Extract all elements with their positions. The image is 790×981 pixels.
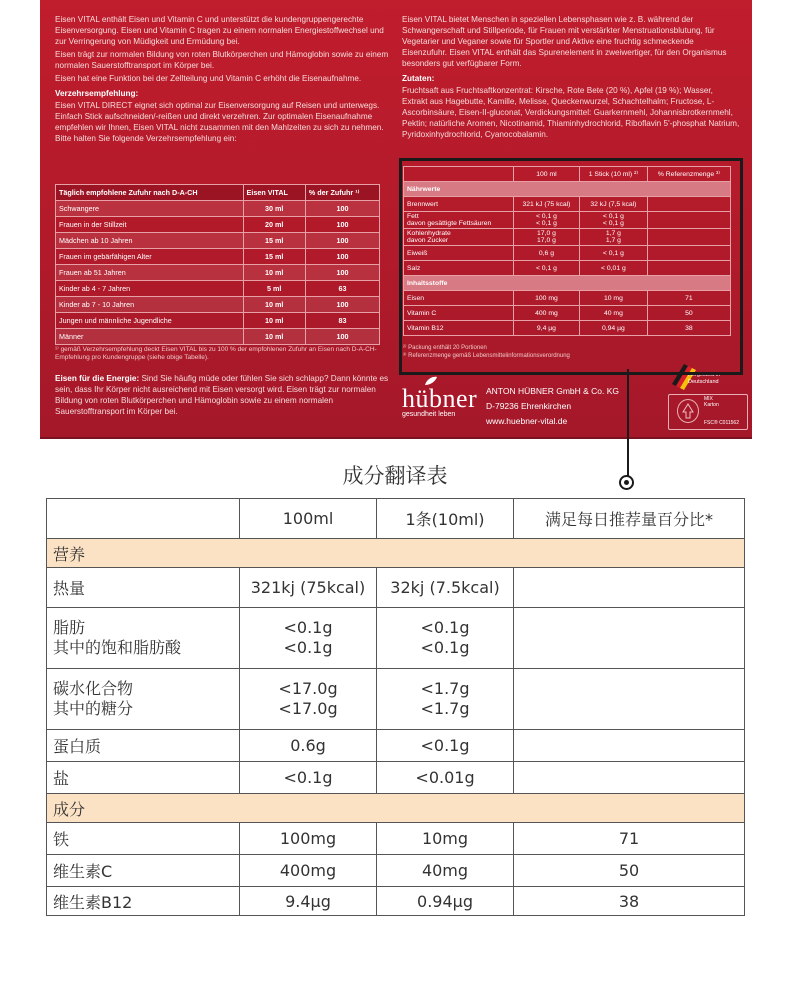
daily-percent-cell [514,669,745,730]
table-row [47,669,745,730]
table-header-cell: Eisen VITAL [243,185,305,201]
section-row [47,794,745,823]
table-header-cell: % der Zufuhr ¹⁾ [305,185,379,201]
package-reference-table [55,184,380,345]
per-100ml-cell: < 0,1 g [513,261,579,276]
group-cell: Mädchen ab 10 Jahren [56,233,244,249]
leaf-icon [424,376,438,386]
per-stick-cell: 32 kJ (7,5 kcal) [580,197,648,212]
per-100ml-cell: 0.6g [240,730,377,762]
table-header-cell: 100 ml [513,167,579,182]
package-description: Eisen VITAL bietet Menschen in speziellen Lebensphasen wie z. B. während der Schwangerschaft und Stillperiode, für Frauen mit verstärkter Menstruationsblutung, für Vegetarier und Veganer sowie für Sportler und Aktive eine fruchtig schmeckende Eisenzufuhr. Eisen VITAL enthält das Spurenelement in zweiwertiger, für den Organismus besonders gut verfügbarer Form. [402,15,727,68]
table-row [47,568,745,608]
package-left-column [55,14,395,146]
energy-paragraph [55,373,390,417]
brand-name: hübner [402,384,478,413]
section-label: Inhaltsstoffe [404,276,731,291]
percent-cell: 100 [305,201,379,217]
fsc-label: MIX Karton [704,396,719,408]
table-header-cell: % Referenzmenge ³⁾ [647,167,730,182]
package-reference-table-body [56,201,380,345]
page-title: 成分翻译表 [342,464,448,488]
package-photo [40,0,752,437]
address-line: D-79236 Ehrenkirchen [486,401,572,411]
fsc-tree-icon [677,399,699,423]
nutrition-footnote: ²⁾ Packung enthält 20 Portionen ³⁾ Referenzmenge gemäß Lebensmittelinformationsverordnung [403,345,570,359]
nutrient-name-cell: Salz [404,261,514,276]
per-stick-cell: <0.1g [377,730,514,762]
group-cell: Jungen und männliche Jugendliche [56,313,244,329]
section-row [47,539,745,568]
amount-cell: 30 ml [243,201,305,217]
table-header-cell: 100ml [240,499,377,539]
table-row [56,297,380,313]
table-row [56,313,380,329]
package-intro-text: Eisen hat eine Funktion bei der Zellteilung und Vitamin C erhöht die Eisenaufnahme. [55,74,362,83]
per-100ml-cell: <0.1g <0.1g [240,608,377,669]
per-stick-cell: <1.7g <1.7g [377,669,514,730]
table-row [56,329,380,345]
table-header-cell: 满足每日推荐量百分比* [514,499,745,539]
per-100ml-cell: 100 mg [513,291,579,306]
group-cell: Frauen im gebärfähigen Alter [56,249,244,265]
daily-percent-cell [514,608,745,669]
percent-cell: 100 [305,329,379,345]
dosage-heading: Verzehrsempfehlung: [55,89,139,98]
per-100ml-cell: 400 mg [513,306,579,321]
amount-cell: 15 ml [243,233,305,249]
per-stick-cell: 10 mg [580,291,648,306]
per-100ml-cell: 321kj (75kcal) [240,568,377,608]
per-stick-cell: <0.1g <0.1g [377,608,514,669]
table-row [47,823,745,855]
nutrient-name-cell: Vitamin C [404,306,514,321]
per-stick-cell: 0,94 µg [580,321,648,336]
table-row [56,281,380,297]
table-header-cell [47,499,240,539]
table-header-row [56,185,380,201]
table-row [56,233,380,249]
amount-cell: 10 ml [243,297,305,313]
dosage-text: Eisen VITAL DIRECT eignet sich optimal zur Eisenversorgung auf Reisen und unterwegs. Einfach Stick aufschneiden/-reißen und direkt verzehren. Zur optimalen Eisenaufnahme empfehlen wir Ihnen, Eisen VITAL nicht zusammen mit den Mahlzeiten zu sich zu nehmen. Bitte halten Sie folgende Verzehrsempfehlung ein: [55,101,384,143]
table-row [56,249,380,265]
group-cell: Frauen ab 51 Jahren [56,265,244,281]
fsc-code: FSC® C011562 [704,420,739,426]
table-row [47,855,745,887]
group-cell: Kinder ab 4 - 7 Jahren [56,281,244,297]
table-row [47,887,745,916]
per-stick-cell: 1,7 g 1,7 g [580,229,648,246]
nutrient-name-cell: Fett davon gesättigte Fettsäuren [404,212,514,229]
nutrient-name-cell: 维生素C [47,855,240,887]
table-header-cell: 1 Stick (10 ml) ²⁾ [580,167,648,182]
per-100ml-cell: 321 kJ (75 kcal) [513,197,579,212]
translation-table-body [47,539,745,916]
group-cell: Schwangere [56,201,244,217]
percent-cell: 83 [305,313,379,329]
per-stick-cell: <0.01g [377,762,514,794]
daily-percent-cell: 71 [514,823,745,855]
per-100ml-cell: 100mg [240,823,377,855]
per-100ml-cell: <0.1g [240,762,377,794]
brand-logo [402,382,477,418]
section-label: 成分 [47,794,745,823]
per-stick-cell: < 0,01 g [580,261,648,276]
per-100ml-cell: < 0,1 g < 0,1 g [513,212,579,229]
nutrient-name-cell: 碳水化合物 其中的糖分 [47,669,240,730]
per-stick-cell: 10mg [377,823,514,855]
nutrient-name-cell: 蛋白质 [47,730,240,762]
energy-heading: Eisen für die Energie: [55,374,140,383]
reference-percent-cell: 38 [647,321,730,336]
nutrient-name-cell: 热量 [47,568,240,608]
nutrient-name-cell: Eisen [404,291,514,306]
made-in-germany-text: Hergestellt in Deutschland [688,372,721,385]
table-row [47,762,745,794]
reference-footnote: ¹⁾ gemäß Verzehrsempfehlung deckt Eisen VITAL bis zu 100 % der empfohlenen Zufuhr an Eisen nach D-A-CH-Empfehlung pro Kundengruppe (siehe obige Tabelle). [55,346,377,361]
nutrient-name-cell: 盐 [47,762,240,794]
nutrient-name-cell: 脂肪 其中的饱和脂肪酸 [47,608,240,669]
amount-cell: 5 ml [243,281,305,297]
per-100ml-cell: 9.4μg [240,887,377,916]
percent-cell: 100 [305,217,379,233]
table-header-cell: Täglich empfohlene Zufuhr nach D-A-CH [56,185,244,201]
table-header-cell: 1条(10ml) [377,499,514,539]
amount-cell: 10 ml [243,313,305,329]
address-line: ANTON HÜBNER GmbH & Co. KG [486,386,620,396]
amount-cell: 10 ml [243,265,305,281]
translation-table [46,498,745,916]
group-cell: Frauen in der Stillzeit [56,217,244,233]
daily-percent-cell: 50 [514,855,745,887]
package-right-column [402,14,740,142]
ingredients-heading: Zutaten: [402,74,435,83]
company-address [486,384,619,429]
group-cell: Männer [56,329,244,345]
highlight-frame [399,158,743,375]
table-row [56,201,380,217]
table-row [47,730,745,762]
nutrient-name-cell: Vitamin B12 [404,321,514,336]
percent-cell: 100 [305,249,379,265]
nutrient-name-cell: Kohlenhydrate davon Zucker [404,229,514,246]
per-100ml-cell: 9,4 µg [513,321,579,336]
group-cell: Kinder ab 7 - 10 Jahren [56,297,244,313]
daily-percent-cell [514,762,745,794]
amount-cell: 15 ml [243,249,305,265]
percent-cell: 100 [305,297,379,313]
percent-cell: 100 [305,265,379,281]
ingredients-text: Fruchtsaft aus Fruchtsaftkonzentrat: Kirsche, Rote Bete (20 %), Apfel (19 %); Wasser, Extrakt aus Hagebutte, Kamille, Melisse, Queckenwurzel, Schachtelhalm; Fructose, L-Ascorbinsäure, Eisen-II-gluconat, Verdickungsmittel: Guarkernmehl, Johannisbrotkernmehl, Pektin; natürliche Aromen, Nicotinamid, Thiaminhydrochlorid, Riboflavin 5'-phosphat Natrium, Pyridoxinhydrochlorid, Cyanocobalamin. [402,86,740,139]
table-row [56,265,380,281]
package-intro-text: Eisen trägt zur normalen Bildung von roten Blutkörperchen und Hämoglobin sowie zu einem normalen Sauerstofftransport im Körper bei. [55,50,389,70]
per-stick-cell: 32kj (7.5kcal) [377,568,514,608]
per-stick-cell: < 0,1 g [580,246,648,261]
section-label: Nährwerte [404,182,731,197]
per-stick-cell: < 0,1 g < 0,1 g [580,212,648,229]
per-100ml-cell: 0,6 g [513,246,579,261]
nutrient-name-cell: Brennwert [404,197,514,212]
daily-percent-cell [514,730,745,762]
per-100ml-cell: <17.0g <17.0g [240,669,377,730]
address-line: www.huebner-vital.de [486,416,568,426]
table-row [56,217,380,233]
table-row [47,608,745,669]
amount-cell: 10 ml [243,329,305,345]
per-stick-cell: 0.94μg [377,887,514,916]
per-stick-cell: 40mg [377,855,514,887]
nutrient-name-cell: 维生素B12 [47,887,240,916]
per-stick-cell: 40 mg [580,306,648,321]
brand-tagline: gesundheit leben [402,411,456,418]
energy-text: Sind Sie häufig müde oder fühlen Sie sich schlapp? Dann könnte es sein, dass Ihr Körper nicht ausreichend mit Eisen versorgt wird. Eisen trägt zur normalen Bildung von roten Blutkörperchen und Hämoglobin sowie zu einem normalen Sauerstofftransport im Körper bei. [55,374,389,416]
daily-percent-cell [514,568,745,608]
per-100ml-cell: 400mg [240,855,377,887]
percent-cell: 63 [305,281,379,297]
reference-percent-cell: 71 [647,291,730,306]
nutrient-name-cell: Eiweiß [404,246,514,261]
daily-percent-cell: 38 [514,887,745,916]
reference-percent-cell: 50 [647,306,730,321]
nutrient-name-cell: 铁 [47,823,240,855]
amount-cell: 20 ml [243,217,305,233]
section-label: 营养 [47,539,745,568]
table-header-row [47,499,745,539]
package-intro-text: Eisen VITAL enthält Eisen und Vitamin C und unterstützt die kundengruppengerechte Eisenversorgung. Eisen und Vitamin C tragen zu einem normalen Energiestoffwechsel und zur Verringerung von Müdigkeit und Ermüdung bei. [55,15,384,46]
percent-cell: 100 [305,233,379,249]
per-100ml-cell: 17,0 g 17,0 g [513,229,579,246]
